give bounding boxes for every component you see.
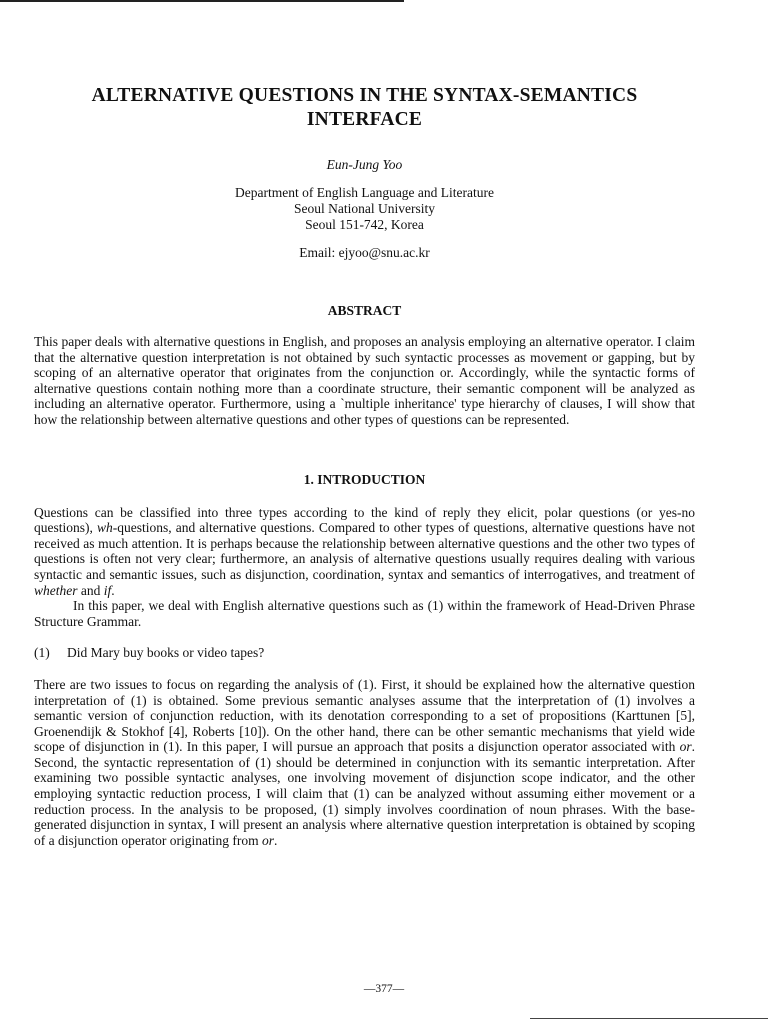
- intro-p3-text-c: . Second, the syntactic representation of (1) should be determined in conjunction with its semantic interpretation. After examining two possible syntactic analyses, one involving movement of disjunction scope indicator, and the other employing syntactic reduction process, I will claim that (1) can be analyzed without assuming either movement or a reduction process. In the analysis to be proposed, (1) simply involves coordination of noun phrases. With the base-generated disjunction in syntax, I will present an analysis where alternative question interpretation is obtained by scoping of a disjunction operator originating from: [34, 739, 695, 848]
- intro-p1-wh-term: wh: [96, 520, 113, 536]
- introduction-paragraph-2: In this paper, we deal with English alternative questions such as (1) within the framework of Head-Driven Phrase Structure Grammar.: [34, 598, 695, 629]
- paper-title: [34, 84, 695, 132]
- author-email: Email: ejyoo@snu.ac.kr: [299, 245, 430, 260]
- abstract-text: This paper deals with alternative questions in English, and proposes an analysis employing an alternative operator. I claim that the alternative question interpretation is not obtained by such syntactic processes as movement or gapping, but by scoping of an alternative operator that originates from the conjunction or. Accordingly, while the syntactic forms of alternative questions contain nothing more than a coordinate structure, their semantic component will be analyzed as including an alternative operator. Furthermore, using a `multiple inheritance' type hierarchy of clauses, I will show that how the relationship between alternative questions and other types of questions can be represented.: [34, 334, 695, 427]
- example-number: (1): [34, 645, 50, 661]
- intro-p1-whether-term: whether: [34, 582, 78, 598]
- intro-p1-if-term: if: [103, 582, 112, 598]
- top-rule: [0, 0, 404, 2]
- example-text: Did Mary buy books or video tapes?: [67, 645, 265, 661]
- title-line-1: ALTERNATIVE QUESTIONS IN THE SYNTAX-SEMANTICS: [91, 85, 638, 106]
- intro-p1-text-a: Questions can be classified into three types according to the kind of reply they elicit, polar questions (or yes-no questions),: [34, 504, 695, 536]
- page-number: —377—: [363, 983, 405, 995]
- intro-p1-text-e: and: [77, 582, 104, 598]
- affiliation: [34, 185, 695, 233]
- paper-page: [34, 84, 695, 848]
- abstract-heading: ABSTRACT: [327, 303, 402, 318]
- affiliation-address: Seoul 151-742, Korea: [305, 217, 424, 232]
- intro-p3-or-term-1: or: [679, 739, 692, 755]
- intro-p3-text-e: .: [273, 832, 278, 848]
- title-line-2: INTERFACE: [306, 109, 423, 130]
- intro-p3-text-a: There are two issues to focus on regarding the analysis of (1). First, it should be explained how the alternative question interpretation of (1) is obtained. Some previous semantic analyses assume that the interpretation of (1) involves a semantic version of conjunction reduction, with its denotation corresponding to a set of propositions (Karttunen [5], Groenendijk & Stokhof [4], Roberts [10]). On the other hand, there can be other semantic mechanisms that yield wide scope of disjunction in (1). In this paper, I will pursue an approach that posits a disjunction operator associated with: [34, 676, 695, 755]
- affiliation-university: Seoul National University: [294, 201, 435, 216]
- bottom-rule: [530, 1018, 768, 1019]
- intro-p1-text-c: -questions, and alternative questions. Compared to other types of questions, alternative questions have not received as much attention. It is perhaps because the relationship between alternative questions and the other two types of questions is often not very clear; furthermore, an analysis of alternative questions usually requires dealing with various syntactic and semantic issues, such as disjunction, coordination, syntax and semantics of interrogatives, and treatment of: [34, 520, 695, 582]
- affiliation-department: Department of English Language and Literature: [234, 185, 495, 200]
- example-sentence-1: [34, 645, 695, 661]
- intro-p1-text-g: .: [111, 582, 115, 598]
- intro-p3-or-term-2: or: [261, 832, 274, 848]
- introduction-paragraph-3: [34, 677, 695, 849]
- introduction-paragraph-1: [34, 505, 695, 599]
- author-name: Eun-Jung Yoo: [326, 157, 403, 172]
- introduction-heading: 1. INTRODUCTION: [303, 471, 426, 487]
